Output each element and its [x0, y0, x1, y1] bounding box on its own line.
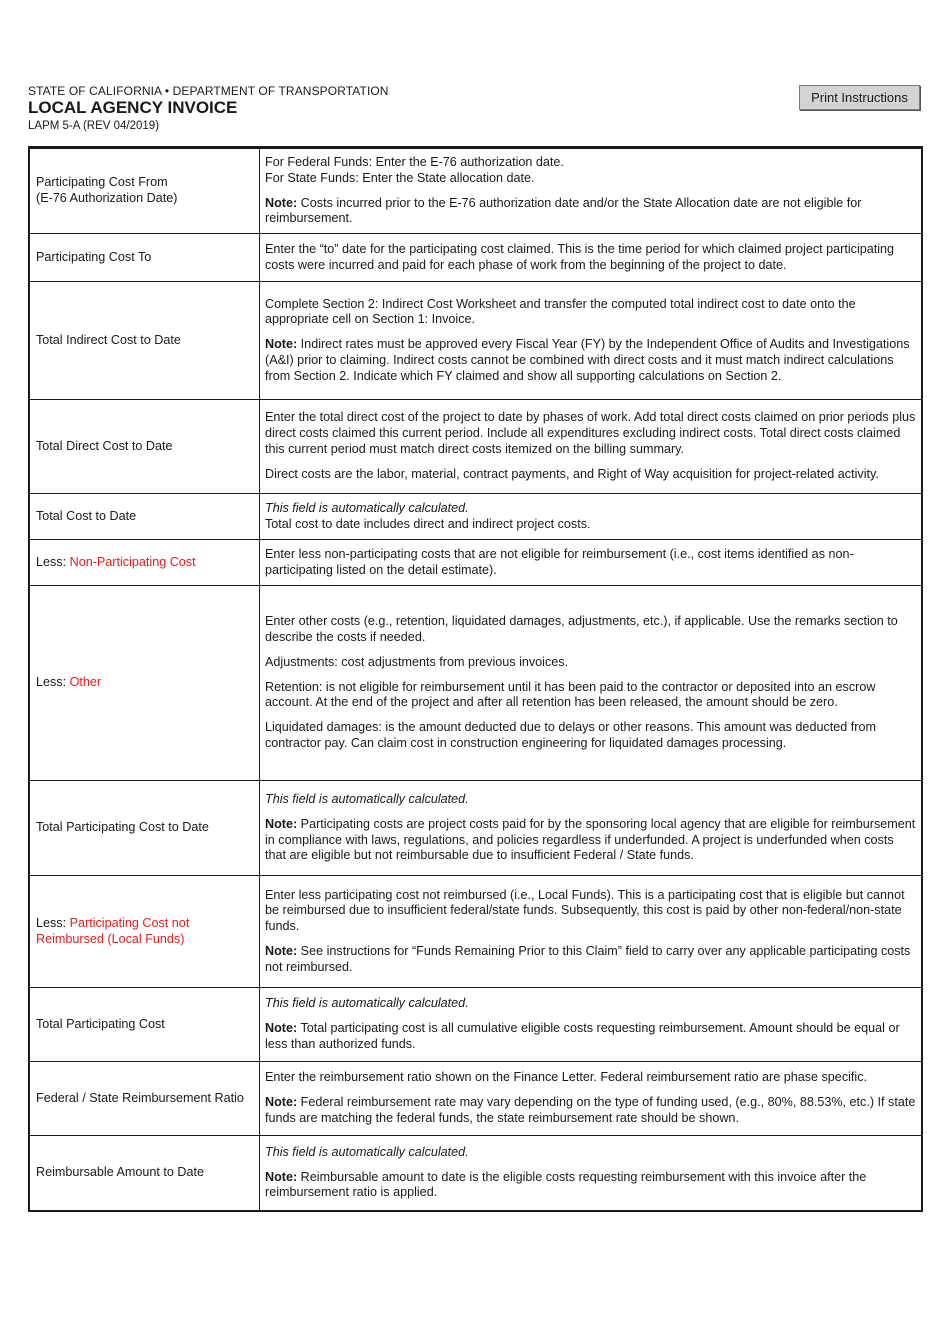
field-name — [30, 586, 260, 781]
print-instructions-button[interactable]: Print Instructions — [799, 85, 920, 110]
instruction-paragraph — [265, 1021, 918, 1053]
instruction-text: Reimbursable amount to date is the eligible costs requesting reimbursement with this invoice after the reimbursement ratio is applied. — [265, 1169, 867, 1200]
field-name — [30, 540, 260, 586]
instruction-paragraph — [265, 888, 918, 935]
table-row — [30, 234, 922, 282]
field-name-text: Total Participating Cost — [36, 1016, 165, 1031]
instruction-text: Total cost to date includes direct and indirect project costs. — [265, 516, 591, 531]
table-row — [30, 586, 922, 781]
auto-calc-note: This field is automatically calculated. — [265, 791, 469, 806]
form-number: LAPM 5-A (REV 04/2019) — [28, 120, 160, 132]
table-row — [30, 540, 922, 586]
page-title: LOCAL AGENCY INVOICE — [28, 98, 238, 117]
table-row — [30, 149, 922, 234]
field-instructions — [260, 282, 922, 400]
instruction-text: Direct costs are the labor, material, contract payments, and Right of Way acquisition for project-related activity. — [265, 466, 879, 481]
instruction-text: Complete Section 2: Indirect Cost Worksheet and transfer the computed total indirect cost to date onto the appropriate cell on Section 1: Invoice. — [265, 296, 856, 327]
note-label: Note: — [265, 195, 298, 210]
form-header — [28, 84, 389, 133]
note-label: Note: — [265, 1095, 298, 1110]
instructions-table — [29, 148, 922, 1211]
field-name — [30, 149, 260, 234]
field-name-text: Reimbursable Amount to Date — [36, 1165, 205, 1180]
field-instructions — [260, 540, 922, 586]
field-instructions — [260, 1136, 922, 1211]
field-name-text: Total Participating Cost to Date — [36, 820, 209, 835]
instruction-paragraph — [265, 680, 918, 712]
instruction-paragraph — [265, 817, 918, 864]
instruction-text: Enter the “to” date for the participating cost claimed. This is the time period for which claimed project participating costs were incurred and paid for each phase of work from the beginning of the project to date. — [265, 241, 895, 272]
instruction-paragraph — [265, 1095, 918, 1127]
instruction-paragraph — [265, 410, 918, 457]
field-instructions — [260, 400, 922, 494]
field-name-text: Total Direct Cost to Date — [36, 438, 173, 453]
field-name-text: Federal / State Reimbursement Ratio — [36, 1090, 244, 1105]
instruction-paragraph — [265, 1145, 918, 1161]
table-row — [30, 494, 922, 540]
instruction-paragraph — [265, 614, 918, 646]
note-label: Note: — [265, 337, 298, 352]
table-row — [30, 1136, 922, 1211]
instruction-text: See instructions for “Funds Remaining Prior to this Claim” field to carry over any applicable participating costs not reimbursed. — [265, 943, 911, 974]
note-label: Note: — [265, 1021, 298, 1036]
instruction-text: Enter other costs (e.g., retention, liquidated damages, adjustments, etc.), if applicable. Use the remarks section to describe the costs if needed. — [265, 614, 898, 644]
field-name-text: Participating Cost From (E-76 Authorization Date) — [36, 175, 178, 205]
instruction-text: Federal reimbursement rate may vary depending on the type of funding used, (e.g., 80%, 88.53%, etc.) If state funds are matching the federal funds, the state reimbursement rate should be shown. — [265, 1095, 916, 1125]
table-row — [30, 781, 922, 876]
field-instructions — [260, 586, 922, 781]
agency-line: STATE OF CALIFORNIA • DEPARTMENT OF TRANSPORTATION — [28, 84, 389, 98]
instruction-text: Liquidated damages: is the amount deducted due to delays or other reasons. This amount was deducted from contractor pay. Can claim cost in construction engineering for liquidated damages processing. — [265, 720, 876, 750]
instruction-paragraph — [265, 720, 918, 752]
field-name — [30, 234, 260, 282]
field-name — [30, 988, 260, 1062]
instruction-text: Enter less participating cost not reimbursed (i.e., Local Funds). This is a participating cost that is eligible but cannot be reimbursed due to insufficient federal/state funds. Subsequently, this cost is paid by other non-federal/non-state funds. — [265, 887, 905, 934]
instruction-paragraph — [265, 792, 918, 808]
instruction-text: Participating costs are project costs paid for by the sponsoring local agency that are eligible for reimbursement in compliance with laws, regulations, and policies regardless if underfunded. A project is underfunded when costs that are eligible but not reimbursable due to insufficient Federal / State funds. — [265, 816, 916, 863]
auto-calc-note: This field is automatically calculated. — [265, 500, 469, 515]
field-instructions — [260, 149, 922, 234]
field-name-highlight: Participating Cost not Reimbursed (Local Funds) — [36, 915, 190, 946]
instruction-paragraph — [265, 655, 918, 671]
instruction-paragraph — [265, 297, 918, 329]
field-name-text: Less: — [36, 915, 70, 930]
instruction-text: Costs incurred prior to the E-76 authorization date and/or the State Allocation date are not eligible for reimbursement. — [265, 195, 862, 226]
instruction-text: Enter less non-participating costs that are not eligible for reimbursement (i.e., cost items identified as non-participating listed on the detail estimate). — [265, 546, 854, 577]
field-instructions — [260, 234, 922, 282]
instruction-paragraph — [265, 155, 918, 187]
auto-calc-note: This field is automatically calculated. — [265, 1144, 469, 1159]
table-row — [30, 282, 922, 400]
field-instructions — [260, 988, 922, 1062]
field-name-highlight: Non-Participating Cost — [69, 554, 196, 569]
instruction-text: Enter the reimbursement ratio shown on the Finance Letter. Federal reimbursement ratio are phase specific. — [265, 1070, 868, 1085]
auto-calc-note: This field is automatically calculated. — [265, 996, 469, 1011]
instruction-text: Enter the total direct cost of the project to date by phases of work. Add total direct costs claimed on prior periods plus direct costs claimed this current period. Include all expenditures excluding indirect costs. Total direct costs claimed this current period must match direct costs itemized on the billing summary. — [265, 410, 916, 456]
instruction-paragraph — [265, 547, 918, 579]
instruction-paragraph — [265, 1070, 918, 1086]
instruction-paragraph — [265, 196, 918, 228]
instruction-paragraph — [265, 467, 918, 483]
instruction-text: Adjustments: cost adjustments from previous invoices. — [265, 654, 569, 669]
note-label: Note: — [265, 943, 298, 958]
instruction-paragraph — [265, 944, 918, 976]
field-name — [30, 282, 260, 400]
note-label: Note: — [265, 1169, 298, 1184]
instruction-paragraph — [265, 996, 918, 1012]
field-name — [30, 1062, 260, 1136]
field-name — [30, 1136, 260, 1211]
table-row — [30, 1062, 922, 1136]
table-row — [30, 400, 922, 494]
instruction-text: Retention: is not eligible for reimbursement until it has been paid to the contractor or deposited into an escrow account. At the end of the project and after all retention has been released, the amount should be zero. — [265, 679, 876, 710]
table-row — [30, 876, 922, 988]
table-row — [30, 988, 922, 1062]
instructions-table-frame — [28, 146, 923, 1212]
field-name-text: Less: — [36, 675, 70, 690]
instruction-text: Total participating cost is all cumulative eligible costs requesting reimbursement. Amount should be equal or less than authorized funds. — [265, 1021, 900, 1051]
field-instructions — [260, 1062, 922, 1136]
instruction-paragraph — [265, 501, 918, 533]
field-name — [30, 876, 260, 988]
field-instructions — [260, 876, 922, 988]
field-name-highlight: Other — [69, 675, 102, 690]
instruction-paragraph — [265, 1170, 918, 1202]
instruction-paragraph — [265, 337, 918, 384]
field-name-text: Total Indirect Cost to Date — [36, 332, 181, 347]
field-name — [30, 494, 260, 540]
field-name — [30, 400, 260, 494]
instruction-text: For Federal Funds: Enter the E-76 authorization date. For State Funds: Enter the State allocation date. — [265, 154, 564, 185]
field-name-text: Participating Cost To — [36, 249, 152, 264]
field-instructions — [260, 781, 922, 876]
field-name — [30, 781, 260, 876]
instruction-paragraph — [265, 242, 918, 274]
field-instructions — [260, 494, 922, 540]
instruction-text: Indirect rates must be approved every Fiscal Year (FY) by the Independent Office of Audits and Investigations (A&I) prior to claiming. Indirect costs cannot be combined with direct costs and it must match indirect calculations from Section 2. Indicate which FY claimed and show all supporting calculations on Section 2. — [265, 337, 910, 383]
field-name-text: Less: — [36, 554, 70, 569]
field-name-text: Total Cost to Date — [36, 508, 137, 523]
note-label: Note: — [265, 816, 298, 831]
